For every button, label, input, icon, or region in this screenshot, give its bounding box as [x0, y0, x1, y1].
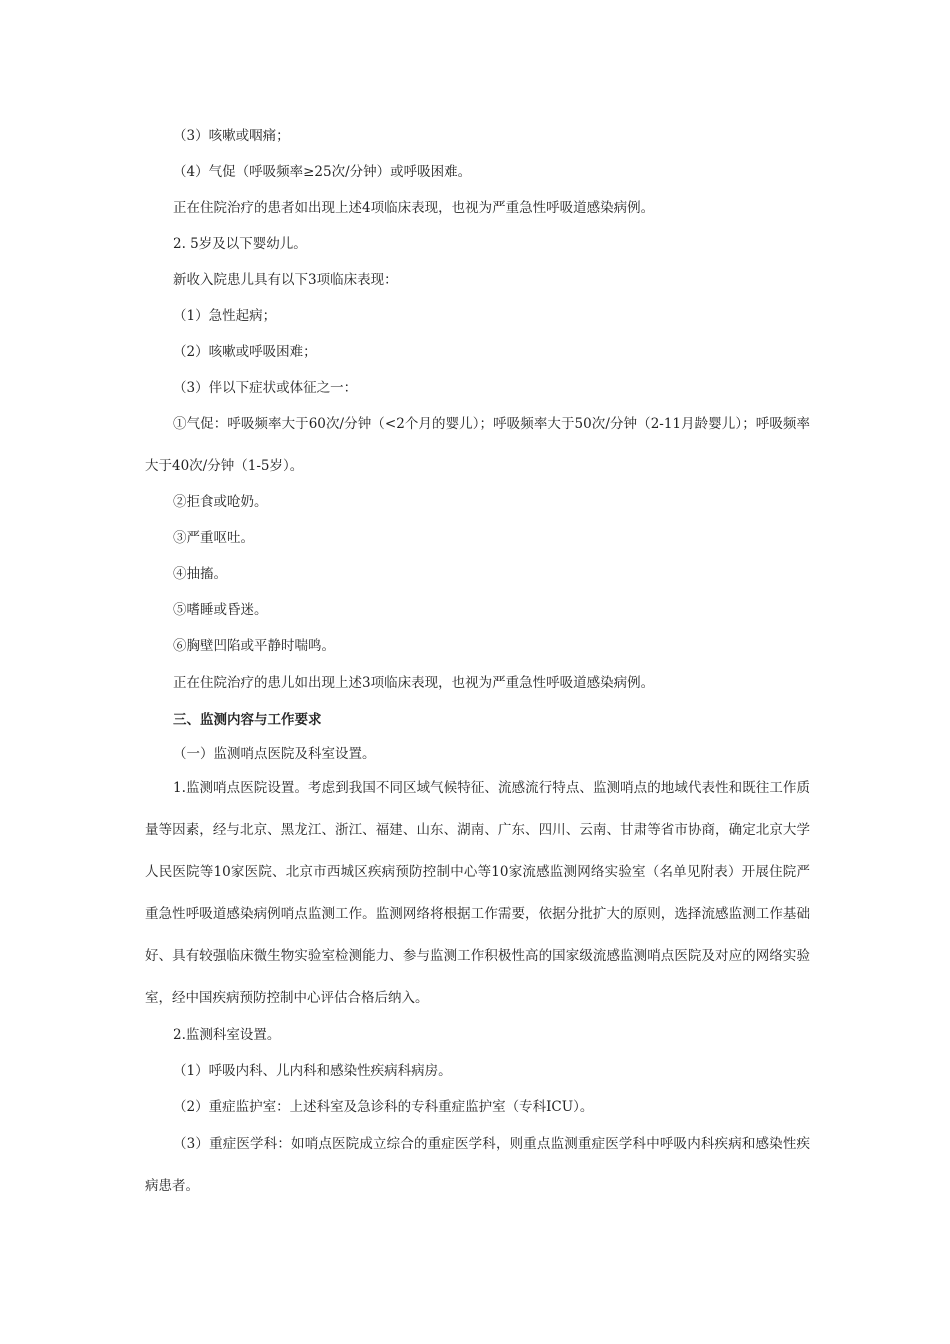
paragraph: （2）重症监护室：上述科室及急诊科的专科重症监护室（专科ICU）。 — [173, 1099, 594, 1115]
paragraph: （3）伴以下症状或体征之一： — [173, 380, 358, 396]
paragraph: 正在住院治疗的患儿如出现上述3项临床表现，也视为严重急性呼吸道感染病例。 — [173, 675, 655, 691]
paragraph: （1）急性起病； — [173, 308, 277, 324]
paragraph: 1.监测哨点医院设置。考虑到我国不同区域气候特征、流感流行特点、监测哨点的地域代表性和既往工作质量等因素，经与北京、黑龙江、浙江、福建、山东、湖南、广东、四川、云南、甘肃等省市协商，确定北京大学人民医院等10家医院、北京市西城区疾病预防控制中心等10家流感监测网络实验室（名单见附表）开展住院严重急性呼吸道感染病例哨点监测工作。监测网络将根据工作需要，依据分批扩大的原则，选择流感监测工作基础好、具有较强临床微生物实验室检测能力、参与监测工作积极性高的国家级流感监测哨点医院及对应的网络实验室，经中国疾病预防控制中心评估合格后纳入。 — [145, 780, 810, 1006]
paragraph: （4）气促（呼吸频率≥25次/分钟）或呼吸困难。 — [173, 164, 472, 180]
paragraph: ④抽搐。 — [173, 566, 227, 582]
paragraph: 2. 5岁及以下婴幼儿。 — [173, 236, 307, 252]
paragraph: （2）咳嗽或呼吸困难； — [173, 344, 317, 360]
paragraph: 正在住院治疗的患者如出现上述4项临床表现，也视为严重急性呼吸道感染病例。 — [173, 200, 655, 216]
paragraph: （3）重症医学科：如哨点医院成立综合的重症医学科，则重点监测重症医学科中呼吸内科疾病和感染性疾病患者。 — [145, 1136, 810, 1194]
paragraph: ⑤嗜睡或昏迷。 — [173, 602, 268, 618]
paragraph: ①气促：呼吸频率大于60次/分钟（<2个月的婴儿）；呼吸频率大于50次/分钟（2-11月龄婴儿）；呼吸频率大于40次/分钟（1-5岁）。 — [145, 416, 810, 474]
paragraph: 新收入院患儿具有以下3项临床表现： — [173, 272, 398, 288]
paragraph: 2.监测科室设置。 — [173, 1027, 281, 1043]
paragraph: ⑥胸壁凹陷或平静时喘鸣。 — [173, 638, 335, 654]
paragraph: ③严重呕吐。 — [173, 530, 254, 546]
section-heading: 三、监测内容与工作要求 — [173, 712, 322, 728]
paragraph: ②拒食或呛奶。 — [173, 494, 268, 510]
subsection-heading: （一）监测哨点医院及科室设置。 — [173, 746, 376, 762]
paragraph: （3）咳嗽或咽痛； — [173, 128, 290, 144]
paragraph: （1）呼吸内科、儿内科和感染性疾病科病房。 — [173, 1063, 452, 1079]
